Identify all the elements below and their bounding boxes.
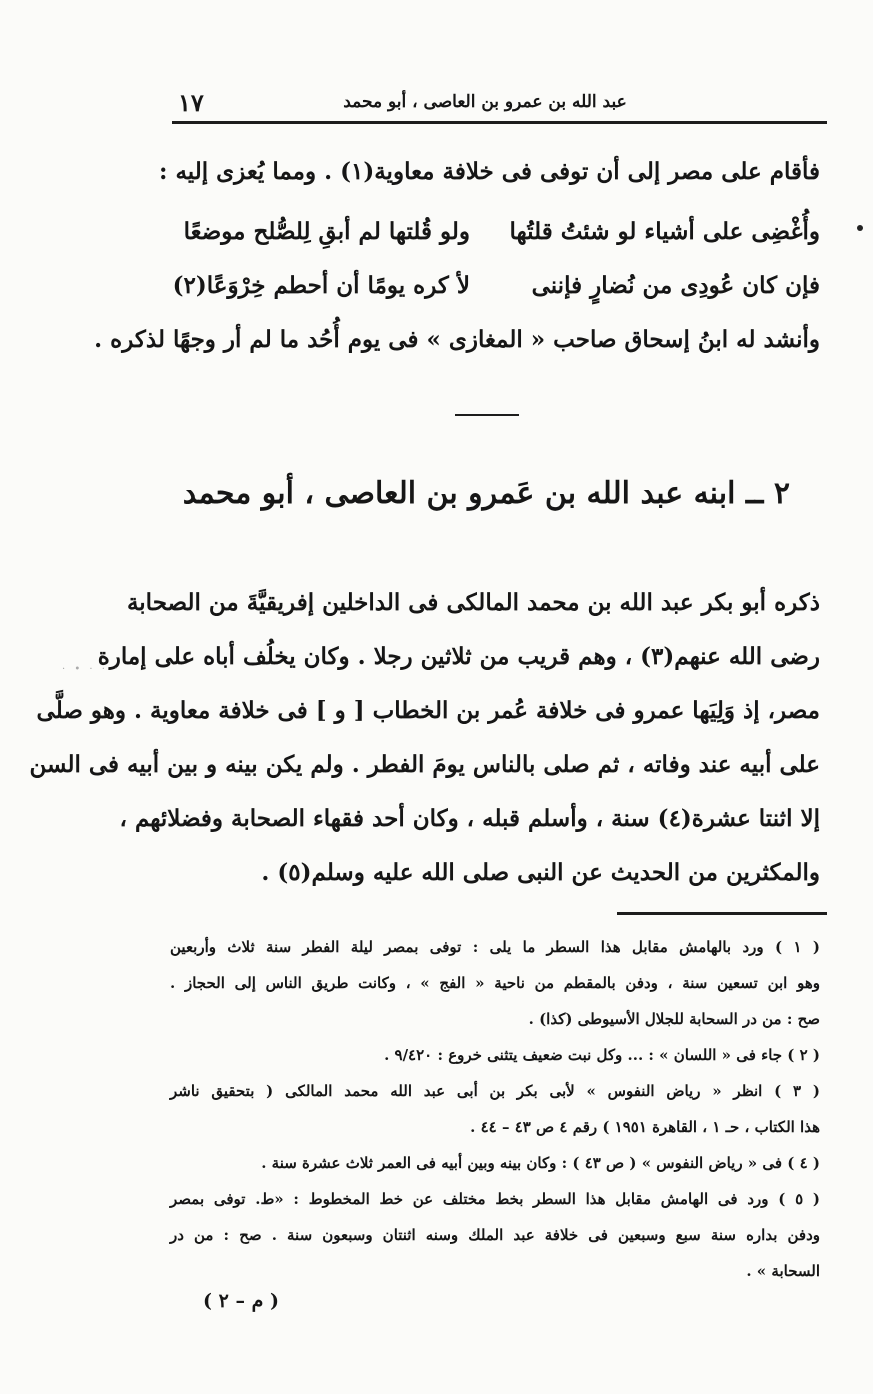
header-rule	[172, 121, 827, 124]
running-header-title: عبد الله بن عمرو بن العاصى ، أبو محمد	[343, 92, 627, 112]
margin-smudge: · • · · ·	[62, 664, 121, 675]
footnote-line: ( ١ ) ورد بالهامش مقابل هذا السطر ما يلى : توفى بمصر ليلة الفطر سنة ثلاث وأربعين	[170, 938, 820, 956]
stray-ink-dot	[857, 225, 863, 231]
body-line: إلا اثنتا عشرة(٤) سنة ، وأسلم قبله ، وكان أحد فقهاء الصحابة وفضلائهم ،	[119, 805, 820, 832]
body-line: والمكثرين من الحديث عن النبى صلى الله عليه وسلم(٥) .	[261, 859, 820, 886]
body-line: على أبيه عند وفاته ، ثم صلى بالناس يومَ الفطر . ولم يكن بينه و بين أبيه فى السن	[29, 751, 820, 778]
page-number: ١٧	[178, 88, 204, 117]
body-line: ذكره أبو بكر عبد الله بن محمد المالكى فى الداخلين إفريقيَّةَ من الصحابة	[126, 589, 820, 616]
verse-first-hemistich: فإن كان عُودِى من نُضارٍ فإننى	[531, 272, 820, 299]
footnote-line: ودفن بداره سنة سبع وسبعين فى خلافة عبد الملك وسنه اثنتان وسبعون سنة . صح : من در	[170, 1226, 820, 1244]
verse-second-hemistich: ولو قُلتها لم أبقِ لِلصُّلح موضعًا	[183, 218, 470, 245]
section-heading: ٢ ــ ابنه عبد الله بن عَمرو بن العاصى ، أبو محمد	[182, 476, 790, 511]
section-separator	[455, 414, 519, 416]
footnote-line: السحابة » .	[746, 1262, 820, 1280]
footnote-line: وهو ابن تسعين سنة ، ودفن بالمقطم من ناحية « الفج » ، وكانت طريق الناس إلى الحجاز .	[170, 974, 820, 992]
footnote-line: ( ٣ ) انظر « رياض النفوس » لأبى بكر بن أبى عبد الله محمد المالكى ( بتحقيق ناشر	[170, 1082, 820, 1100]
footnote-line: صح : من در السحابة للجلال الأسيوطى (كذا) .	[528, 1010, 820, 1028]
verse-first-hemistich: وأُغْضِى على أشياء لو شئتُ قلتُها	[509, 218, 820, 245]
footnote-line: ( ٢ ) جاء فى « اللسان » : ... وكل نبت ضعيف يتثنى خروع : ٩/٤٢٠ .	[384, 1046, 820, 1064]
footnote-line: هذا الكتاب ، حـ ١ ، القاهرة ١٩٥١ ) رقم ٤ ص ٤٣ – ٤٤ .	[470, 1118, 820, 1136]
footnote-line: ( ٤ ) فى « رياض النفوس » ( ص ٤٣ ) : وكان بينه وبين أبيه فى العمر ثلاث عشرة سنة .	[261, 1154, 820, 1172]
body-line: مصر، إذ وَلِيَها عمرو فى خلافة عُمر بن الخطاب [ و ] فى خلافة معاوية . وهو صلَّى	[36, 697, 820, 724]
poem-intro-line: فأقام على مصر إلى أن توفى فى خلافة معاوية(١) . ومما يُعزى إليه :	[158, 158, 820, 185]
verse-second-hemistich: لأ كره يومًا أن أحطم خِرْوَعًا(٢)	[172, 272, 470, 299]
footnote-line: ( ٥ ) ورد فى الهامش مقابل هذا السطر بخط مختلف عن خط المخطوط : «ط. توفى بمصر	[170, 1190, 820, 1208]
body-line: رضى الله عنهم(٣) ، وهم قريب من ثلاثين رجلا . وكان يخلُف أباه على إمارة	[97, 643, 820, 670]
footnote-rule	[617, 912, 827, 915]
poem-outro-line: وأنشد له ابنُ إسحاق صاحب « المغازى » فى يوم أُحُد ما لم أر وجهًا لذكره .	[94, 326, 820, 353]
printer-signature-mark: ( م – ٢ )	[203, 1290, 279, 1312]
